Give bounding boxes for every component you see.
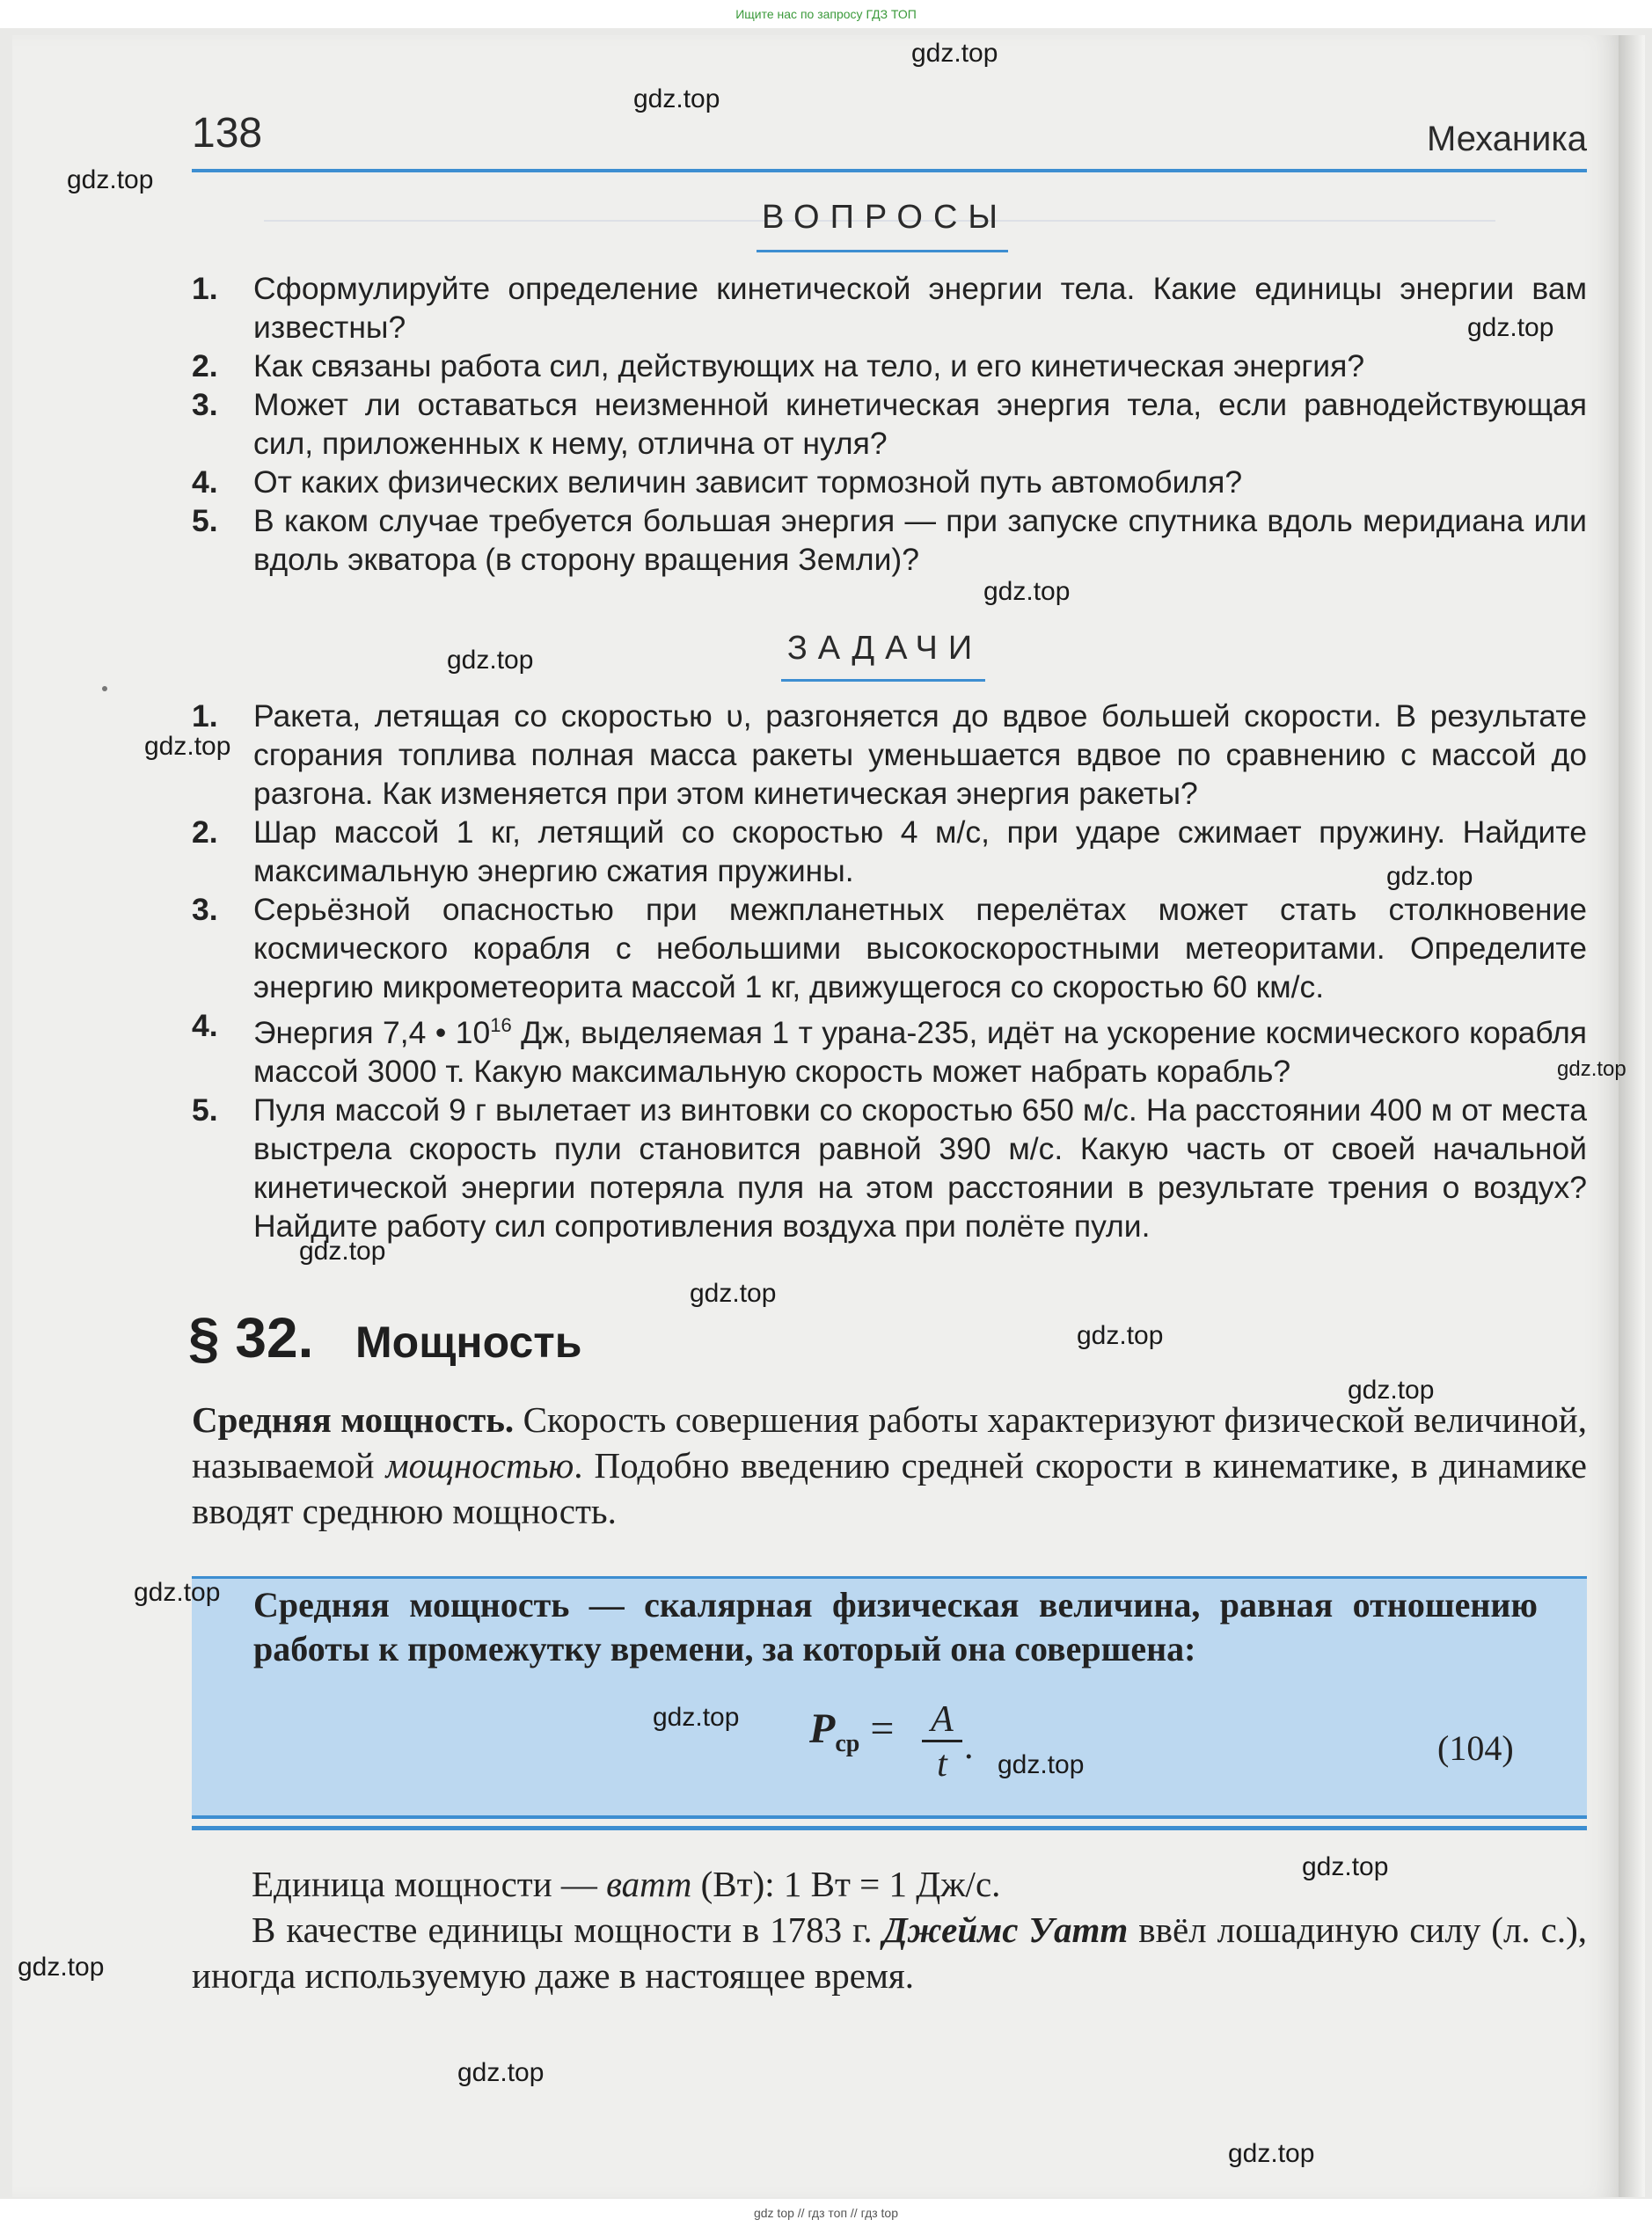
definition-box-top-rule (192, 1576, 1587, 1579)
definition-bottom-rule (192, 1826, 1587, 1830)
questions-title: ВОПРОСЫ (761, 199, 1009, 236)
intro-paragraph: Средняя мощность. Скорость совершения работы характеризуют физической величиной, называемой мощностью. Подобно введению средней скорости в кинематике, в динамике вводят среднюю мощность. (192, 1399, 1587, 1531)
watermark: gdz.top (18, 1953, 105, 1982)
watermark: gdz.top (911, 39, 998, 68)
watermark: gdz.top (998, 1750, 1085, 1779)
watermark: gdz.top (690, 1279, 777, 1308)
task-item: 3. Серьёзной опасностью при межпланетных перелётах может стать столкновение космического корабля с небольшими высокоскоростными метеоритами. Определите энергию микрометеорита массой 1 кг, движущегося со скоростью 60 км/с. (192, 892, 1587, 1004)
watermark: gdz.top (653, 1703, 740, 1732)
question-item: 1. Сформулируйте определение кинетической энергии тела. Какие единицы энергии вам известны? (192, 271, 1587, 345)
watermark: gdz.top (1467, 313, 1554, 342)
task-item: 4. Энергия 7,4 • $10^{16}$ Дж, выделяемая 1 т урана-235, идёт на ускорение космического корабля массой 3000 т. Какую максимальную скорость может набрать корабль? (192, 1008, 1588, 1089)
question-item: 2. Как связаны работа сил, действующих на тело, и его кинетическая энергия? (192, 348, 1365, 383)
watermark: gdz.top (457, 2058, 545, 2087)
task-item: 1. Ракета, летящая со скоростью υ, разгоняется до вдвое большей скорости. В результате сгорания топлива полная масса ракеты уменьшается вдвое по сравнению с массой до разгона. Как изменяется при этом кинетическая энергия ракеты? (192, 698, 1587, 811)
formula-period: . (964, 1727, 974, 1767)
watermark: gdz.top (1302, 1852, 1389, 1881)
question-item: 3. Может ли оставаться неизменной кинетическая энергия тела, если равнодействующая сил, приложенных к нему, отлична от нуля? (192, 387, 1587, 461)
watermark: gdz.top (1386, 862, 1473, 891)
tasks-title: ЗАДАЧИ (786, 630, 983, 667)
watermark: gdz.top (633, 84, 720, 113)
header-rule (192, 169, 1587, 172)
watermark: gdz.top (299, 1237, 386, 1266)
formula-number: (104) (1437, 1728, 1514, 1768)
task-item: 5. Пуля массой 9 г вылетает из винтовки со скоростью 650 м/с. На расстоянии 400 м от места выстрела скорость пули становится равной 390 м/с. Какую часть от своей начальной кинетической энергии потеряла пуля на этом расстоянии в результате трения о воздух? Найдите работу сил сопротивления воздуха при полёте пули. (192, 1092, 1587, 1244)
paragraph-number: § 32. (188, 1306, 314, 1369)
page-edge (1619, 35, 1645, 2197)
top-banner-text: Ищите нас по запросу ГДЗ ТОП (735, 7, 917, 21)
power-formula-lhs: $P_{ср}$ = (809, 1705, 895, 1757)
watermark: gdz.top (447, 646, 534, 675)
bottom-banner-text: gdz top // гдз топ // гдз top (753, 2206, 899, 2220)
task-item: 2. Шар массой 1 кг, летящий со скоростью 4 м/с, при ударе сжимает пружину. Найдите максимальную энергию сжатия пружины. (192, 814, 1587, 888)
questions-title-rule (757, 250, 1008, 252)
watermark: gdz.top (144, 732, 231, 761)
watermark: gdz.top (1228, 2139, 1315, 2168)
question-item: 5. В каком случае требуется большая энергия — при запуске спутника вдоль меридиана или вдоль экватора (в сторону вращения Земли)? (192, 503, 1587, 577)
power-formula-fraction: A t (922, 1699, 962, 1786)
watermark: gdz.top (1077, 1321, 1164, 1350)
margin-speck (102, 686, 107, 691)
tasks-list (192, 697, 1587, 1245)
unit-line: Единица мощности — ватт (Вт): 1 Вт = 1 Дж/с. (252, 1864, 1001, 1904)
paragraph-title: Мощность (355, 1318, 582, 1367)
watermark: gdz.top (1348, 1376, 1435, 1405)
watermark: gdz.top (134, 1578, 221, 1607)
questions-list (192, 269, 1587, 579)
question-item: 4. От каких физических величин зависит тормозной путь автомобиля? (192, 464, 1243, 500)
watt-paragraph: В качестве единицы мощности в 1783 г. Джеймс Уатт ввёл лошадиную силу (л. с.), иногда используемую даже в настоящее время. (192, 1909, 1588, 1996)
tasks-title-rule (781, 679, 985, 682)
running-header: Механика (1427, 120, 1587, 158)
page-number: 138 (192, 110, 263, 157)
watermark: gdz.top (983, 577, 1071, 606)
watermark: gdz.top (1557, 1057, 1626, 1081)
definition-text: Средняя мощность — скалярная физическая величина, равная отношению работы к промежутку времени, за который она совершена: (253, 1585, 1538, 1668)
watermark: gdz.top (67, 165, 154, 194)
